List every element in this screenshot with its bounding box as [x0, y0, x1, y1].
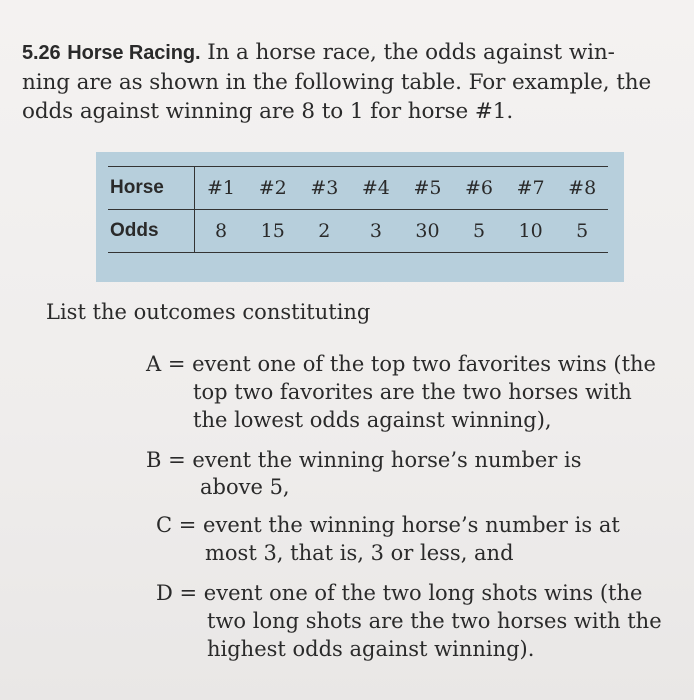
- event-b-line-1: [146, 447, 582, 474]
- event-c-text-1: = event the winning horse’s number is at: [178, 513, 620, 537]
- list-intro: List the outcomes constituting: [46, 300, 371, 324]
- event-c-text-2: most 3, that is, 3 or less, and: [205, 541, 514, 565]
- odds-cell: 3: [350, 210, 402, 253]
- event-c-label: C: [156, 513, 173, 537]
- odds-cell: 8: [195, 210, 247, 253]
- horse-cell: #6: [453, 167, 505, 210]
- odds-row: [108, 210, 608, 253]
- event-d-line-1: [156, 580, 642, 607]
- odds-row-label: Odds: [108, 210, 195, 253]
- event-b-label: B: [146, 448, 162, 472]
- horse-cell: #7: [505, 167, 557, 210]
- horse-cell: #4: [350, 167, 402, 210]
- event-b-text-1: = event the winning horse’s number is: [168, 448, 582, 472]
- horse-cell: #3: [299, 167, 351, 210]
- odds-cell: 15: [247, 210, 299, 253]
- odds-cell: 5: [556, 210, 608, 253]
- odds-cell: 10: [505, 210, 557, 253]
- intro-line-3: odds against winning are 8 to 1 for horse #1.: [22, 99, 514, 124]
- horse-cell: #1: [195, 167, 247, 210]
- event-b-text-2: above 5,: [200, 475, 290, 499]
- event-d-text-1: = event one of the two long shots wins (the: [179, 581, 643, 605]
- intro-line-1: In a horse race, the odds against win-: [207, 40, 615, 65]
- problem-heading: Horse Racing.: [67, 42, 201, 64]
- event-d-text-3: highest odds against winning).: [207, 637, 535, 661]
- odds-table-box: [96, 152, 624, 282]
- odds-cell: 5: [453, 210, 505, 253]
- event-d-label: D: [156, 581, 173, 605]
- intro-line-2: ning are as shown in the following table. For example, the: [22, 70, 652, 95]
- odds-cell: 30: [402, 210, 454, 253]
- event-d-text-2: two long shots are the two horses with the: [207, 609, 662, 633]
- problem-statement: [22, 38, 682, 126]
- horse-cell: #8: [556, 167, 608, 210]
- event-a-text-1: = event one of the top two favorites wins (the: [167, 352, 656, 376]
- problem-first-line: [22, 38, 682, 68]
- horse-cell: #2: [247, 167, 299, 210]
- horse-row: [108, 167, 608, 210]
- odds-cell: 2: [299, 210, 351, 253]
- horse-cell: #5: [402, 167, 454, 210]
- event-c-line-1: [156, 512, 620, 539]
- horse-row-label: Horse: [108, 167, 195, 210]
- event-a-text-2: top two favorites are the two horses with: [193, 380, 632, 404]
- event-a-line-1: [146, 351, 656, 378]
- event-a-text-3: the lowest odds against winning),: [193, 408, 552, 432]
- problem-number: 5.26: [22, 42, 61, 64]
- event-a-label: A: [146, 352, 162, 376]
- odds-table: [108, 166, 608, 253]
